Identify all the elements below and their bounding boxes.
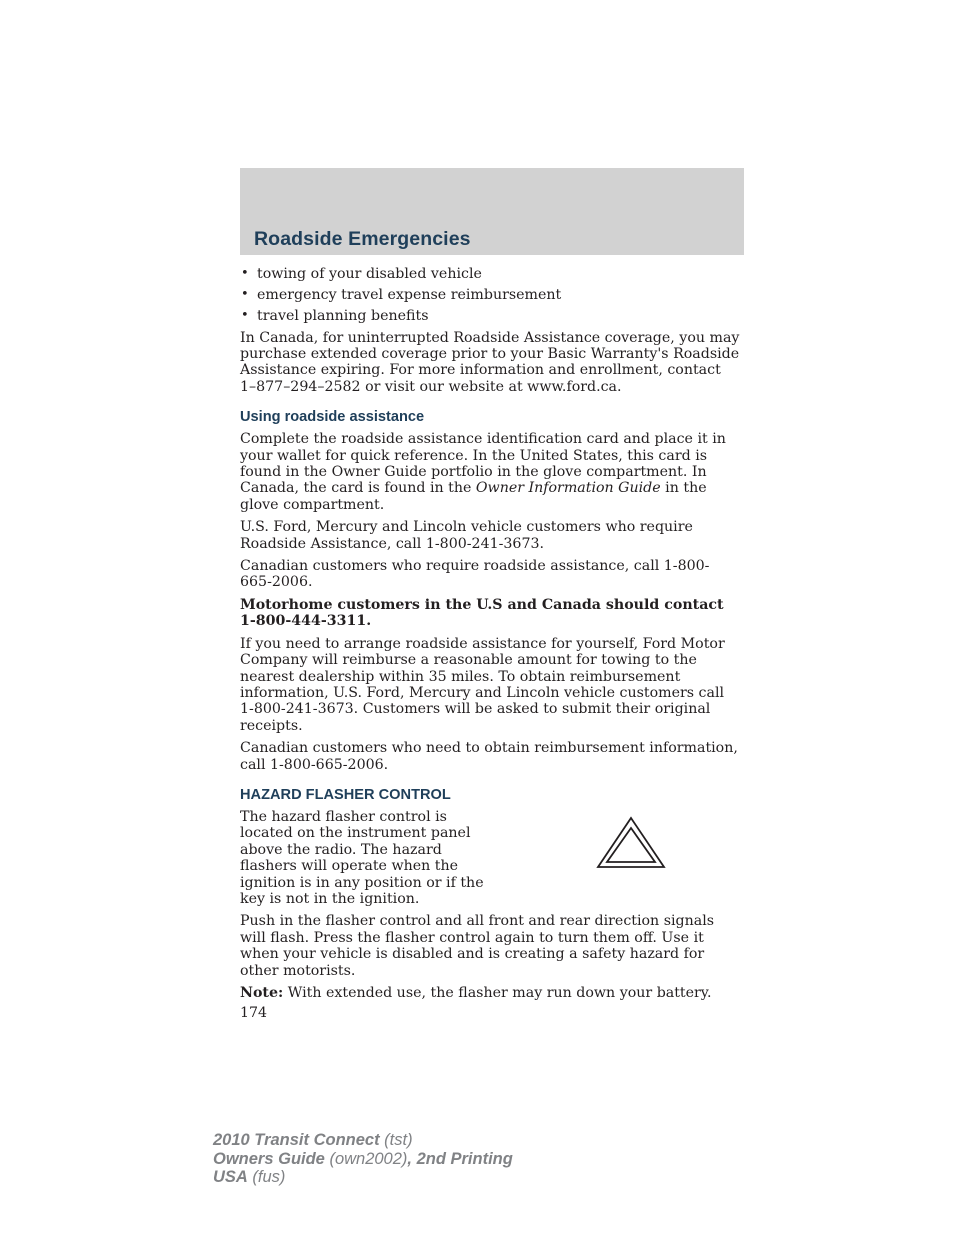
page-number: 174 xyxy=(240,1005,268,1022)
guide-title: Owner Information Guide xyxy=(475,480,661,497)
list-item: • travel planning benefits xyxy=(241,308,429,325)
footer-line-3: USA (fus) xyxy=(213,1168,286,1187)
flasher-usage-paragraph: Push in the flasher control and all front and rear direction signals will flash. Press the flasher control again to turn them off. Use it when your vehicle is disabled and is creating a safety hazard for other motorists. xyxy=(240,913,715,979)
bullet-icon: • xyxy=(241,308,249,324)
document-footer xyxy=(213,1131,513,1187)
motorhome-paragraph: Motorhome customers in the U.S and Canada should contact 1-800-444-3311. xyxy=(240,596,724,630)
page-content xyxy=(240,266,740,1022)
note-paragraph: Note: With extended use, the flasher may run down your battery. xyxy=(240,985,712,1002)
note-label: Note: xyxy=(240,985,284,1002)
section-header-band xyxy=(240,168,744,255)
list-item: • towing of your disabled vehicle xyxy=(241,266,482,282)
id-card-paragraph: Complete the roadside assistance identification card and place it in your wallet for quick reference. In the United States, this card is found in the Owner Guide portfolio in the glove compartment. In Canada, the card is found in the Owner Information Guide in the glove compartment. xyxy=(240,431,726,513)
us-customers-paragraph: U.S. Ford, Mercury and Lincoln vehicle customers who require Roadside Assistance, call 1-800-241-3673. xyxy=(240,519,693,552)
bullet-icon: • xyxy=(241,266,249,281)
canadian-reimbursement-paragraph: Canadian customers who need to obtain reimbursement information, call 1-800-665-2006. xyxy=(240,740,738,773)
using-roadside-heading: Using roadside assistance xyxy=(240,409,425,426)
section-title: Roadside Emergencies xyxy=(254,228,471,250)
hazard-triangle-icon xyxy=(596,816,666,874)
hazard-location-paragraph: The hazard flasher control is located on the instrument panel above the radio. The hazard flashers will operate when the ignition is in any position or if the key is not in the ignition. xyxy=(240,808,484,907)
canadian-customers-paragraph: Canadian customers who require roadside assistance, call 1-800-665-2006. xyxy=(240,558,710,591)
footer-line-1: 2010 Transit Connect (tst) xyxy=(213,1131,413,1149)
hazard-flasher-heading: HAZARD FLASHER CONTROL xyxy=(240,786,451,803)
canada-coverage-paragraph: In Canada, for uninterrupted Roadside Assistance coverage, you may purchase extended coverage prior to your Basic Warranty's Roadside Assistance expiring. For more information and enrollment, contact 1–877–294–2582 or visit our website at www.ford.ca. xyxy=(240,329,740,395)
benefits-list xyxy=(240,266,740,325)
footer-line-2: Owners Guide (own2002), 2nd Printing xyxy=(213,1149,513,1168)
list-item: • emergency travel expense reimbursement xyxy=(241,287,562,304)
hazard-row xyxy=(240,809,740,913)
reimbursement-paragraph: If you need to arrange roadside assistance for yourself, Ford Motor Company will reimburse a reasonable amount for towing to the nearest dealership within 35 miles. To obtain reimbursement information, U.S. Ford, Mercury and Lincoln vehicle customers call 1-800-241-3673. Customers will be asked to submit their original receipts. xyxy=(240,635,725,734)
bullet-icon: • xyxy=(241,287,249,303)
